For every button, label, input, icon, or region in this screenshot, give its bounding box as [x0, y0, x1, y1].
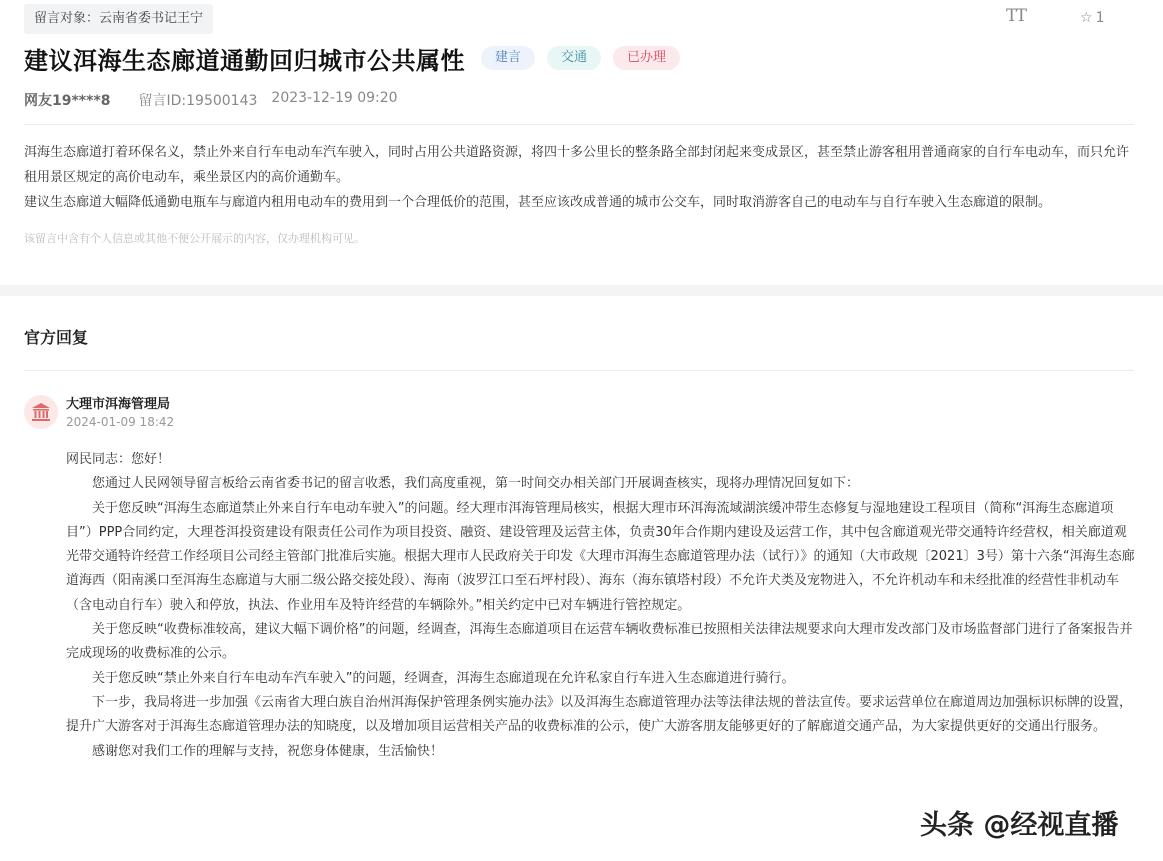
reply-heading: 官方回复: [24, 328, 89, 347]
tag-traffic[interactable]: 交通: [547, 46, 601, 70]
message-meta: [24, 90, 398, 110]
like-count: 1: [1095, 10, 1105, 26]
avatar: [24, 395, 58, 429]
tag-suggestion[interactable]: 建言: [481, 46, 535, 70]
font-size-button[interactable]: [1006, 6, 1025, 26]
reply-paragraph: 下一步，我局将进一步加强《云南省大理白族自治州洱海保护管理条例实施办法》以及洱海生态廊道管理办法等法律法规的普法宣传。要求运营单位在廊道周边加强标识标牌的设置，提升广大游客对于洱海生态廊道管理办法的知晓度，以及增加项目运营相关产品的收费标准的公示，使广大游客朋友能够更好的了解廊道交通产品，为大家提供更好的交通出行服务。: [66, 694, 1133, 735]
recipient-tag[interactable]: 留言对象：云南省委书记王宁: [24, 4, 213, 34]
message-paragraph: 建议生态廊道大幅降低通勤电瓶车与廊道内租用电动车的费用到一个合理低价的范围，甚至应该改成普通的城市公交车，同时取消游客自己的电动车与自行车驶入生态廊道的限制。: [24, 195, 1052, 210]
section-separator: [0, 285, 1163, 296]
reply-time: 2024-01-09 18:42: [66, 415, 175, 429]
reply-org-name: 大理市洱海管理局: [66, 397, 171, 412]
message-id: 留言ID:19500143: [138, 93, 258, 109]
divider: [24, 370, 1134, 371]
reply-paragraph: 您通过人民网领导留言板给云南省委书记的留言收悉，我们高度重视，第一时间交办相关部门开展调查核实，现将办理情况回复如下：: [92, 476, 860, 492]
reply-paragraph: 关于您反映“收费标准较高，建议大幅下调价格”的问题，经调查，洱海生态廊道项目在运营车辆收费标准已按照相关法律法规要求向大理市发改部门及市场监督部门进行了备案报告并完成现场的收费标准的公示。: [66, 622, 1133, 662]
status-badge: 已办理: [613, 46, 680, 70]
reply-paragraph: 关于您反映“禁止外来自行车电动车汽车驶入”的问题，经调查，洱海生态廊道现在允许私家自行车进入生态廊道进行骑行。: [92, 670, 795, 686]
message-body: [24, 140, 1139, 215]
privacy-note: 该留言中含有个人信息或其他不便公开展示的内容，仅办理机构可见。: [24, 232, 365, 245]
reply-paragraph: 关于您反映“洱海生态廊道禁止外来自行车电动车驶入”的问题。经大理市洱海管理局核实，根据大理市环洱海流域湖滨缓冲带生态修复与湿地建设工程项目（简称“洱海生态廊道项目”）PPP合同约定，大理苍洱投资建设有限责任公司作为项目投资、融资、建设管理及运营主体，负责30年合作期内建设及运营工作，其中包含廊道观光带交通特许经营权，相关廊道观光带交通特许经营工作经项目公司经主管部门批准后实施。根据大理市人民政府关于印发《大理市洱海生态廊道管理办法（试行）》的通知（大市政规〔2021〕3号）第十六条“洱海生态廊道海西（阳南溪口至洱海生态廊道与大丽二级公路交接处段）、海南（波罗江口至石坪村段）、海东（海东镇塔村段）不允许犬类及宠物进入，不允许机动车和未经批准的经营性非机动车（含电动自行车）驶入和停放，执法、作业用车及特许经营的车辆除外。”相关约定中已对车辆进行管控规定。: [66, 500, 1135, 613]
divider: [24, 124, 1134, 125]
star-icon: ☆: [1080, 10, 1093, 26]
message-author: 网友19****8: [24, 93, 111, 109]
message-paragraph: 洱海生态廊道打着环保名义，禁止外来自行车电动车汽车驶入，同时占用公共道路资源，将四十多公里长的整条路全部封闭起来变成景区，甚至禁止游客租用普通商家的自行车电动车，而只允许租用景区规定的高价电动车，乘坐景区内的高价通勤车。: [24, 145, 1130, 185]
message-section: [0, 0, 1163, 285]
font-size-icon: TT: [1006, 6, 1025, 26]
reply-body: [66, 448, 1138, 764]
message-time: 2023-12-19 09:20: [271, 90, 398, 106]
watermark: 头条 @经视直播: [920, 810, 1119, 841]
government-building-icon: [30, 401, 52, 423]
reply-greeting: 网民同志：您好！: [66, 452, 171, 467]
page-title: 建议洱海生态廊道通勤回归城市公共属性: [24, 46, 465, 75]
like-button[interactable]: [1080, 10, 1104, 26]
title-row: [24, 40, 680, 76]
reply-paragraph: 感谢您对我们工作的理解与支持，祝您身体健康，生活愉快！: [92, 743, 444, 759]
